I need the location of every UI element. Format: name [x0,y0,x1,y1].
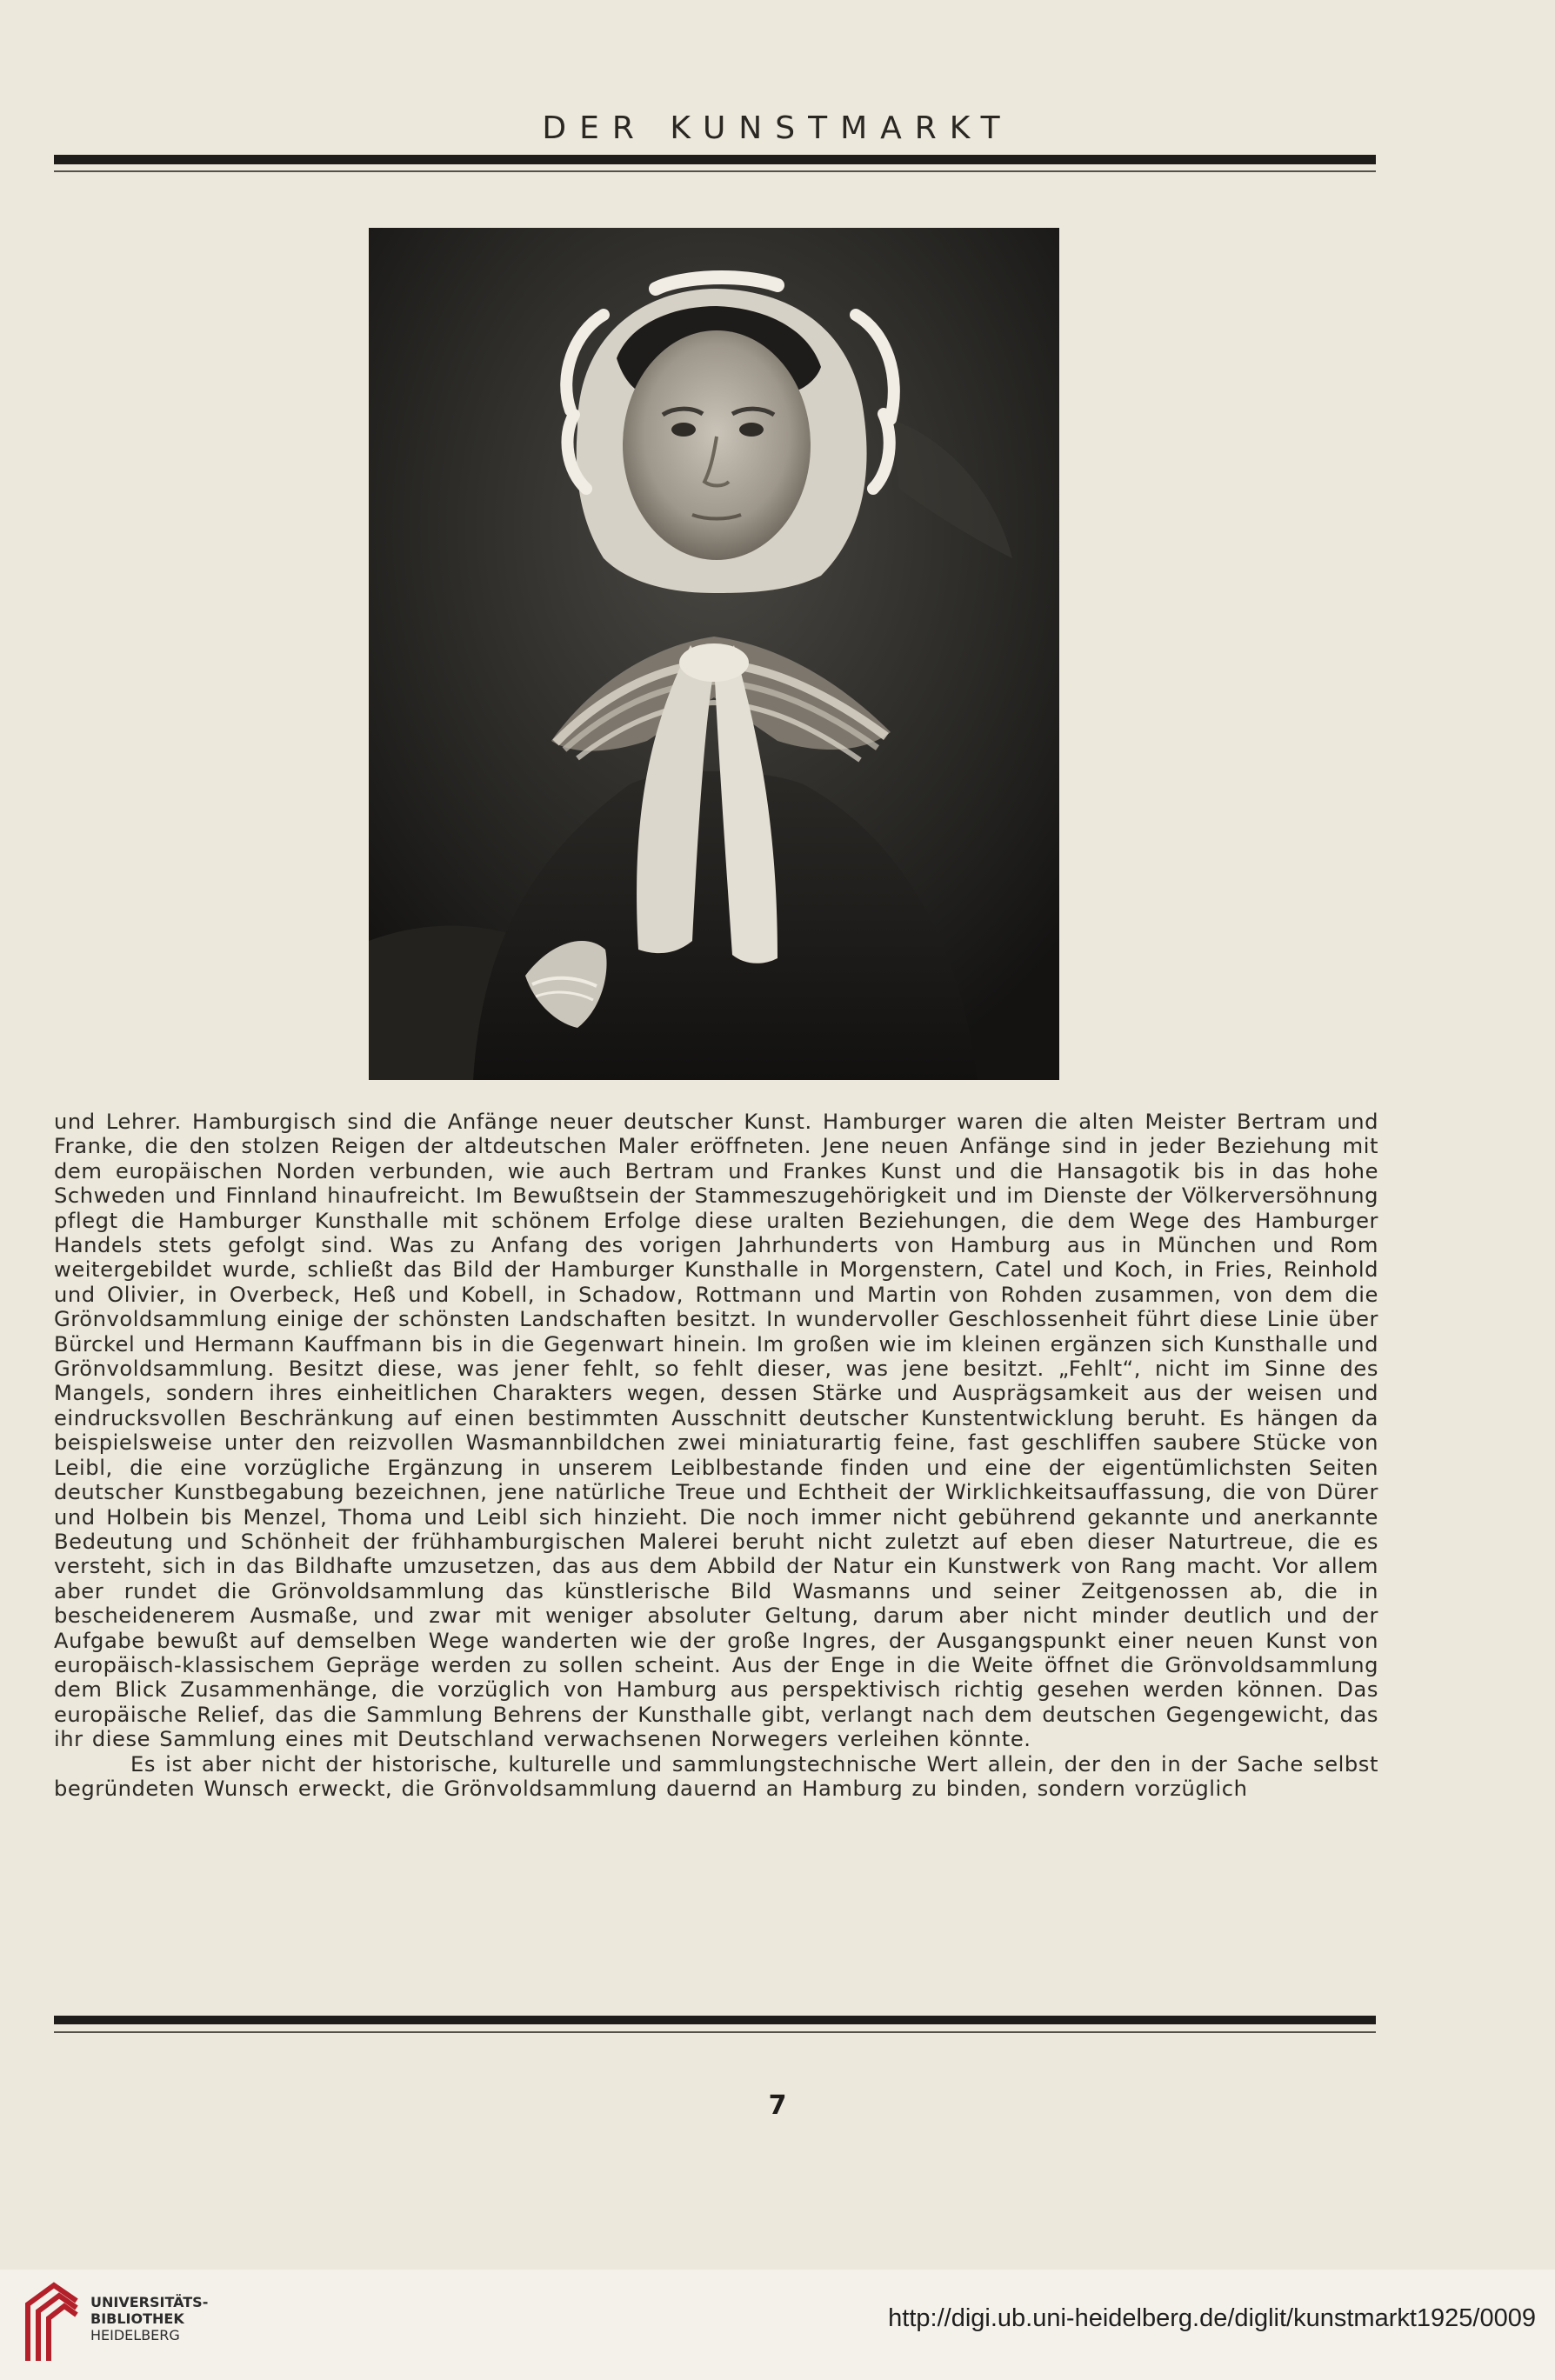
footer-rule-thin [54,2031,1376,2033]
paragraph-2: Es ist aber nicht der historische, kulturelle und sammlungstechnische Wert allein, der den in der Sache selbst begründeten Wunsch erweckt, die Grönvoldsammlung dauernd an Hamburg zu binden, sondern vorzüglich [54,1751,1378,1801]
library-name-line1: UNIVERSITÄTS- [90,2294,209,2310]
portrait-image [369,228,1059,1080]
page-number: 7 [768,2090,787,2121]
header-rule-thick [54,155,1376,164]
article-body [54,1110,1378,1801]
library-name-line2: BIBLIOTHEK [90,2310,184,2327]
university-library-logo-icon [19,2278,85,2365]
paragraph-1: und Lehrer. Hamburgisch sind die Anfänge neuer deutscher Kunst. Hamburger waren die alten Meister Bertram und Franke, die den stolzen Reigen der altdeutschen Maler eröffneten. Jene neuen Anfänge sind in jeder Beziehung mit dem europäischen Norden verbunden, wie auch Bertram und Frankes Kunst und die Hansagotik bis in das hohe Schweden und Finnland hinaufreicht. Im Bewußtsein der Stammeszugehörigkeit und im Dienste der Völkerversöhnung pflegt die Hamburger Kunsthalle mit schönem Erfolge diese uralten Beziehungen, die dem Wege des Hamburger Handels stets gefolgt sind. Was zu Anfang des vorigen Jahrhunderts von Hamburg aus in München und Rom weitergebildet wurde, schließt das Bild der Hamburger Kunsthalle in Morgenstern, Catel und Koch, in Fries, Reinhold und Olivier, in Overbeck, Heß und Kobell, in Schadow, Rottmann und Martin von Rohden zusammen, von dem die Grönvoldsammlung einige der schönsten Landschaften besitzt. In wundervoller Geschlossenheit führt diese Linie über Bürckel und Hermann Kauffmann bis in die Gegenwart hinein. Im großen wie im kleinen ergänzen sich Kunsthalle und Grönvoldsammlung. Besitzt diese, was jener fehlt, so fehlt dieser, was jene besitzt. „Fehlt“, nicht im Sinne des Mangels, sondern ihres einheitlichen Charakters wegen, dessen Stärke und Ausprägsamkeit aus der weisen und eindrucksvollen Beschränkung auf einen bestimmten Ausschnitt deutscher Kunstentwicklung beruht. Es hängen da beispielsweise unter den reizvollen Wasmannbildchen zwei miniaturartig feine, fast geschliffen saubere Stücke von Leibl, die eine vorzügliche Ergänzung in unserem Leiblbestande finden und eine der eigentümlichsten Seiten deutscher Kunstbegabung bezeichnen, jene natürliche Treue und Echtheit der Wirklichkeitsauffassung, die von Dürer und Holbein bis Menzel, Thoma und Leibl sich hinzieht. Die noch immer nicht gebührend gekannte und anerkannte Bedeutung und Schönheit der frühhamburgischen Malerei beruht nicht zuletzt auf eben dieser Naturtreue, die es versteht, sich in das Bildhafte umzusetzen, das aus dem Abbild der Natur ein Kunstwerk von Rang macht. Vor allem aber rundet die Grönvoldsammlung das künstlerische Bild Wasmanns und seiner Zeitgenossen ab, die in bescheidenerem Ausmaße, und zwar mit weniger absoluter Geltung, darum aber nicht minder deutlich und der Aufgabe bewußt auf demselben Wege wanderten wie der große Ingres, der Ausgangspunkt einer neuen Kunst von europäisch-klassischem Gepräge werden zu sollen scheint. Aus der Enge in die Weite öffnet die Grönvoldsammlung dem Blick Zusammenhänge, die vorzüglich von Hamburg aus perspektivisch richtig gesehen werden können. Das europäische Relief, das die Sammlung Behrens der Kunsthalle gibt, verlangt nach dem deutschen Gegengewicht, das ihr diese Sammlung eines mit Deutschland verwachsenen Norwegers verleihen könnte. [54,1110,1378,1752]
header-rule-thin [54,170,1376,172]
library-name-line3: HEIDELBERG [90,2327,180,2343]
footer-rule-thick [54,2016,1376,2024]
source-url[interactable]: http://digi.ub.uni-heidelberg.de/diglit/kunstmarkt1925/0009 [888,2304,1536,2332]
portrait-illustration [369,228,1059,1080]
running-title: DER KUNSTMARKT [542,110,1013,146]
library-name [90,2294,208,2343]
